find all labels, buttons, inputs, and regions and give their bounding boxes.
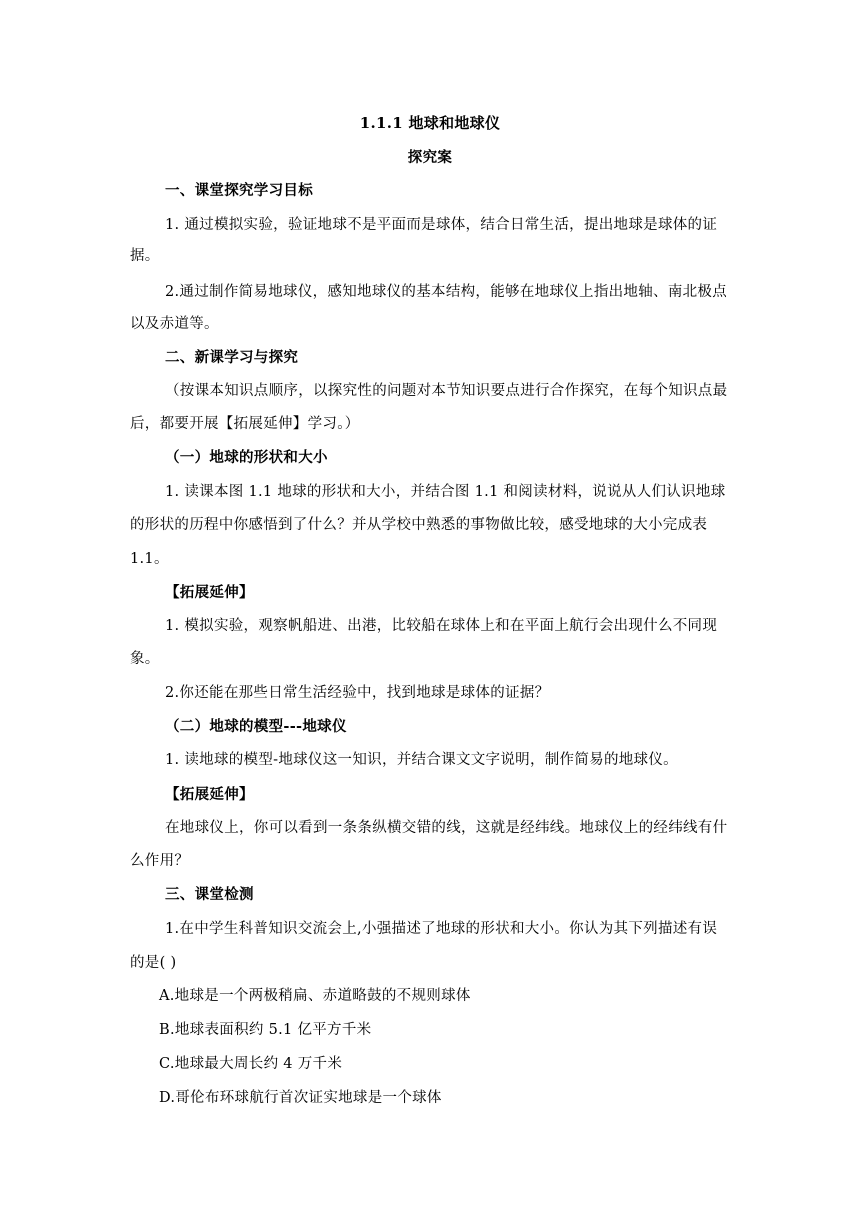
test-question-1-option-d: D.哥伦布环球航行首次证实地球是一个球体 — [159, 1090, 442, 1106]
extension-1-item-1-line-1: 1. 模拟实验，观察帆船进、出港，比较船在球体上和在平面上航行会出现什么不同现 — [165, 618, 718, 634]
globe-model-q1: 1. 读地球的模型-地球仪这一知识，并结合课文文字说明，制作简易的地球仪。 — [165, 752, 678, 768]
test-question-1-option-b: B.地球表面积约 5.1 亿平方千米 — [159, 1022, 372, 1038]
test-question-1-line-2: 的是( ) — [130, 955, 177, 971]
shape-size-q1-line-2: 的形状的历程中你感悟到了什么？并从学校中熟悉的事物做比较，感受地球的大小完成表 — [130, 517, 708, 533]
section-heading-objectives: 一、课堂探究学习目标 — [165, 182, 313, 199]
objective-1-line-1: 1. 通过模拟实验，验证地球不是平面而是球体，结合日常生活，提出地球是球体的证 — [165, 217, 718, 233]
lesson-intro-line-2: 后，都要开展【拓展延伸】学习。） — [130, 416, 360, 432]
section-heading-new-lesson: 二、新课学习与探究 — [165, 349, 299, 366]
extension-heading-2: 【拓展延伸】 — [165, 786, 254, 803]
extension-2-line-2: 么作用？ — [130, 853, 190, 869]
section-heading-classroom-test: 三、课堂检测 — [165, 886, 254, 903]
objective-1-line-2: 据。 — [130, 248, 160, 264]
objective-2-line-1: 2.通过制作简易地球仪，感知地球仪的基本结构，能够在地球仪上指出地轴、南北极点 — [165, 284, 728, 300]
subsection-heading-shape-size: （一）地球的形状和大小 — [165, 449, 328, 466]
objective-2-line-2: 以及赤道等。 — [130, 316, 219, 332]
test-question-1-option-a: A.地球是一个两极稍扁、赤道略鼓的不规则球体 — [159, 988, 471, 1004]
extension-1-item-2: 2.你还能在那些日常生活经验中，找到地球是球体的证据？ — [165, 685, 550, 701]
extension-2-line-1: 在地球仪上，你可以看到一条条纵横交错的线，这就是经纬线。地球仪上的经纬线有什 — [165, 820, 728, 836]
document-title: 1.1.1 地球和地球仪 — [359, 114, 501, 132]
test-question-1-option-c: C.地球最大周长约 4 万千米 — [159, 1056, 343, 1072]
extension-heading-1: 【拓展延伸】 — [165, 584, 254, 601]
lesson-intro-line-1: （按课本知识点顺序，以探究性的问题对本节知识要点进行合作探究，在每个知识点最 — [165, 383, 728, 399]
subsection-heading-globe-model: （二）地球的模型---地球仪 — [165, 718, 347, 735]
document-subtitle: 探究案 — [407, 149, 453, 166]
test-question-1-line-1: 1.在中学生科普知识交流会上,小强描述了地球的形状和大小。你认为其下列描述有误 — [165, 921, 718, 937]
shape-size-q1-line-1: 1. 读课本图 1.1 地球的形状和大小，并结合图 1.1 和阅读材料，说说从人们认识地球 — [165, 484, 726, 500]
extension-1-item-1-line-2: 象。 — [130, 651, 160, 667]
shape-size-q1-line-3: 1.1。 — [130, 551, 169, 567]
